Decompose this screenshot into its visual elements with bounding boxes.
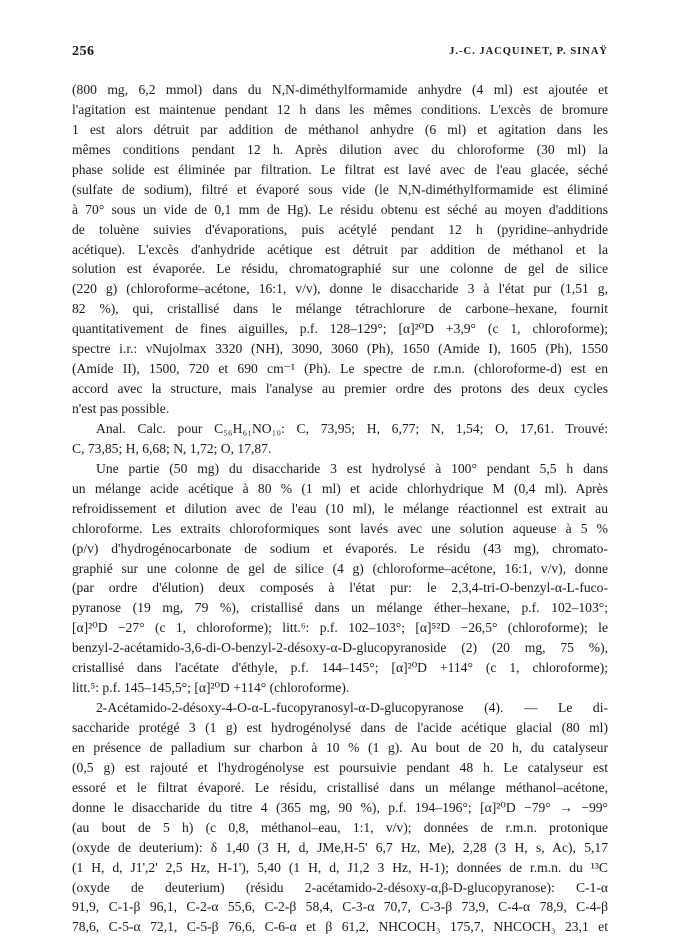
text-line: un mélange acide acétique à 80 % (1 ml) et acide chlorhydrique M (0,4 ml). Après <box>72 480 608 496</box>
text-line: (0,5 g) est rajouté et l'hydrogénolyse est poursuivie pendant 48 h. Le catalyseur est <box>72 759 608 775</box>
text-line: acétique). L'excès d'anhydride acétique est détruit par addition de méthanol et la <box>72 241 608 257</box>
text-line: (1 H, d, J1',2' 2,5 Hz, H-1'), 5,40 (1 H, d, J1,2 3 Hz, H-1); données de r.m.n. du ¹³C <box>72 859 608 875</box>
text-line: (oxyde de deuterium) (résidu 2-acétamido-2-désoxy-α,β-D-glucopyranose): C-1-α <box>72 879 608 895</box>
text-line: cristallisé dans l'acétate d'éthyle, p.f. 144–145°; [α]²⁰D +114° (c 1, chloroforme); <box>72 660 608 676</box>
text-line: saccharide protégé 3 (1 g) est hydrogénolysé dans de l'acide acétique glacial (80 ml) <box>72 720 608 735</box>
text-line: 82 %), qui, cristallisé dans le mélange tétrachlorure de carbone–hexane, fournit <box>72 301 608 317</box>
text-line: n'est pas possible. <box>72 401 170 416</box>
text-line: (p/v) d'hydrogénocarbonate de sodium et évaporés. Le résidu (43 mg), chromato- <box>72 540 608 556</box>
text-line: quantitativement de fines aiguilles, p.f. 128–129°; [α]²⁰D +3,9° (c 1, chloroforme); <box>72 321 608 337</box>
text-line: l'agitation est maintenue pendant 12 h dans les mêmes conditions. L'excès de bromure <box>72 101 608 117</box>
running-head-authors: J.-C. JACQUINET, P. SINAŸ <box>449 46 608 57</box>
text-line: (sulfate de sodium), filtré et évaporé sous vide (le N,N-diméthylformamide est éliminé <box>72 181 608 197</box>
text-line: benzyl-2-acétamido-3,6-di-O-benzyl-2-désoxy-α-D-glucopyranoside (2) (20 mg, 75 %), <box>72 640 608 656</box>
text-line: phase solide est éliminée par filtration. Le filtrat est lavé avec de l'eau glacée, séché <box>72 161 608 177</box>
text-line: essoré et le filtrat évaporé. Le résidu, cristallisé dans un mélange méthanol–acétone, <box>72 779 608 795</box>
text-line: pyranose (19 mg, 79 %), cristallisé dans un mélange éther–hexane, p.f. 102–103°; <box>72 600 608 616</box>
text-line: en présence de palladium sur charbon à 10 % (1 g). Au bout de 20 h, du catalyseur <box>72 739 608 755</box>
text-line: à 70° sous un vide de 0,1 mm de Hg). Le résidu obtenu est séché au moyen d'additions <box>72 201 608 217</box>
text-line: (220 g) (chloroforme–acétone, 16:1, v/v), donne le disaccharide 3 à l'état pur (1,51 g, <box>72 281 608 297</box>
body-text <box>72 80 608 937</box>
text-line: (au bout de 5 h) (c 0,8, méthanol–eau, 1:1, v/v); données de r.m.n. protonique <box>72 819 608 835</box>
text-line: Anal. Calc. pour C₅₆H₆₁NO₁₀: C, 73,95; H, 6,77; N, 1,54; O, 17,61. Trouvé: <box>96 420 608 436</box>
text-line: refroidissement et dilution avec de l'eau (10 ml), le mélange réactionnel est extrait au <box>72 500 608 516</box>
text-line: accord avec la structure, mais l'analyse au premier ordre des protons des deux cycles <box>72 381 608 397</box>
text-line: 78,6, C-5-α 72,1, C-5-β 76,6, C-6-α et β 61,2, NHCOCH₃ 175,7, NHCOCH₃ 23,1 et <box>72 919 608 935</box>
text-line: spectre i.r.: νNujolmax 3320 (NH), 3090, 3060 (Ph), 1650 (Amide I), 1605 (Ph), 1550 <box>72 341 608 357</box>
text-line: 91,9, C-1-β 96,1, C-2-α 55,6, C-2-β 58,4, C-3-α 70,7, C-3-β 73,9, C-4-α 78,9, C-4-β <box>72 899 608 915</box>
text-line: litt.⁵: p.f. 145–145,5°; [α]²⁰D +114° (chloroforme). <box>72 680 350 696</box>
text-line: [α]²⁰D −27° (c 1, chloroforme); litt.⁶: p.f. 102–103°; [α]⁵²D −26,5° (chloroforme); le <box>72 620 608 636</box>
text-line: graphié sur une colonne de gel de silice (4 g) (chloroforme–acétone, 16:1, v/v), donne <box>72 560 608 576</box>
text-line: Une partie (50 mg) du disaccharide 3 est hydrolysé à 100° pendant 5,5 h dans <box>96 460 608 476</box>
text-line: (Amide II), 1500, 720 et 690 cm⁻¹ (Ph). Le spectre de r.m.n. (chloroforme-d) est en <box>72 361 608 377</box>
text-line: chloroforme. Les extraits chloroformiques sont lavés avec une solution aqueuse à 5 % <box>72 520 608 536</box>
page-header <box>72 44 608 64</box>
text-line: mêmes conditions pendant 12 h. Après dilution avec du chloroforme (30 ml) la <box>72 141 608 157</box>
text-line: (800 mg, 6,2 mmol) dans du N,N-diméthylformamide anhydre (4 ml) est ajoutée et <box>72 82 608 97</box>
text-line: (par ordre d'élution) deux composés à l'état pur: le 2,3,4-tri-O-benzyl-α-L-fuco- <box>72 580 608 596</box>
text-line: 2-Acétamido-2-désoxy-4-O-α-L-fucopyranosyl-α-D-glucopyranose (4). — Le di- <box>96 700 608 716</box>
text-line: donne le disaccharide du titre 4 (365 mg, 90 %), p.f. 194–196°; [α]²⁰D −79° → −99° <box>72 799 608 815</box>
text-line: de toluène suivies d'évaporations, puis acétylé pendant 12 h (pyridine–anhydride <box>72 221 608 237</box>
text-line: 1 est alors détruit par addition de méthanol anhydre (6 ml) et agitation dans les <box>72 121 608 137</box>
text-line: C, 73,85; H, 6,68; N, 1,72; O, 17,87. <box>72 440 272 456</box>
text-line: (oxyde de deuterium): δ 1,40 (3 H, d, JMe,H-5' 6,7 Hz, Me), 2,28 (3 H, s, Ac), 5,17 <box>72 839 608 855</box>
page-number: 256 <box>72 44 95 59</box>
text-line: solution est évaporée. Le résidu, chromatographié sur une colonne de gel de silice <box>72 261 608 277</box>
